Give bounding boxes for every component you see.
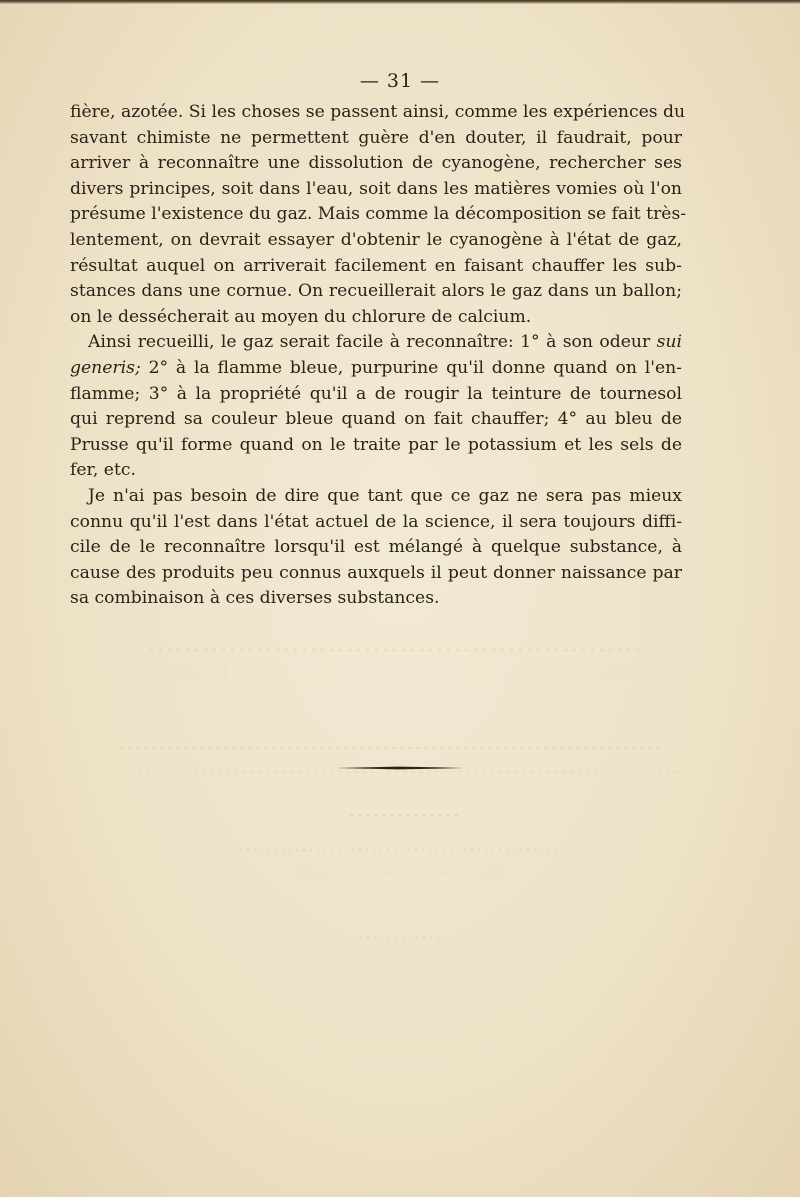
text-line: divers principes, soit dans l'eau, soit dans les matières vomies où l'on: [70, 178, 682, 199]
latin-phrase: generis;: [70, 357, 141, 378]
text-line: [70, 330, 682, 356]
text-line: Prusse qu'il forme quand on le traite par le potassium et les sels de: [70, 434, 682, 455]
text-line: on le dessécherait au moyen du chlorure de calcium.: [70, 306, 532, 327]
text-line: présume l'existence du gaz. Mais comme la décomposition se fait très-: [70, 204, 687, 225]
text-line: sa combinaison à ces diverses substances.: [70, 588, 440, 609]
text-run: Ainsi recueilli, le gaz serait facile à reconnaître: 1° à son odeur: [88, 332, 651, 353]
text-line: cile de le reconnaître lorsqu'il est mélangé à quelque substance, à: [70, 537, 682, 558]
text-line: flamme; 3° à la propriété qu'il a de rougir la teinture de tournesol: [70, 383, 682, 404]
latin-phrase: sui: [656, 332, 682, 353]
body-text: [70, 100, 687, 612]
text-line: cause des produits peu connus auxquels il peut donner naissance par: [70, 562, 682, 583]
text-line: stances dans une cornue. On recueillerait alors le gaz dans un ballon;: [70, 281, 682, 302]
text-line: savant chimiste ne permettent guère d'en douter, il faudrait, pour: [70, 127, 682, 148]
end-ornament-rule: [336, 766, 464, 770]
text-line: lentement, on devrait essayer d'obtenir le cyanogène à l'état de gaz,: [70, 229, 682, 250]
top-edge-rule: [0, 0, 800, 4]
text-line: arriver à reconnaître une dissolution de cyanogène, rechercher ses: [70, 153, 682, 174]
text-line: Je n'ai pas besoin de dire que tant que ce gaz ne sera pas mieux: [88, 485, 682, 506]
text-line: fière, azotée. Si les choses se passent ainsi, comme les expériences du: [70, 102, 686, 122]
text-line: [70, 356, 682, 382]
page-number: — 31 —: [359, 70, 441, 92]
text-line: fer, etc.: [70, 460, 136, 481]
text-line: qui reprend sa couleur bleue quand on fait chauffer; 4° au bleu de: [70, 409, 682, 430]
text-run: 2° à la flamme bleue, purpurine qu'il donne quand on l'en-: [140, 357, 682, 378]
text-line: connu qu'il l'est dans l'état actuel de la science, il sera toujours diffi-: [70, 511, 682, 532]
text-line: résultat auquel on arriverait facilement en faisant chauffer les sub-: [70, 255, 682, 276]
